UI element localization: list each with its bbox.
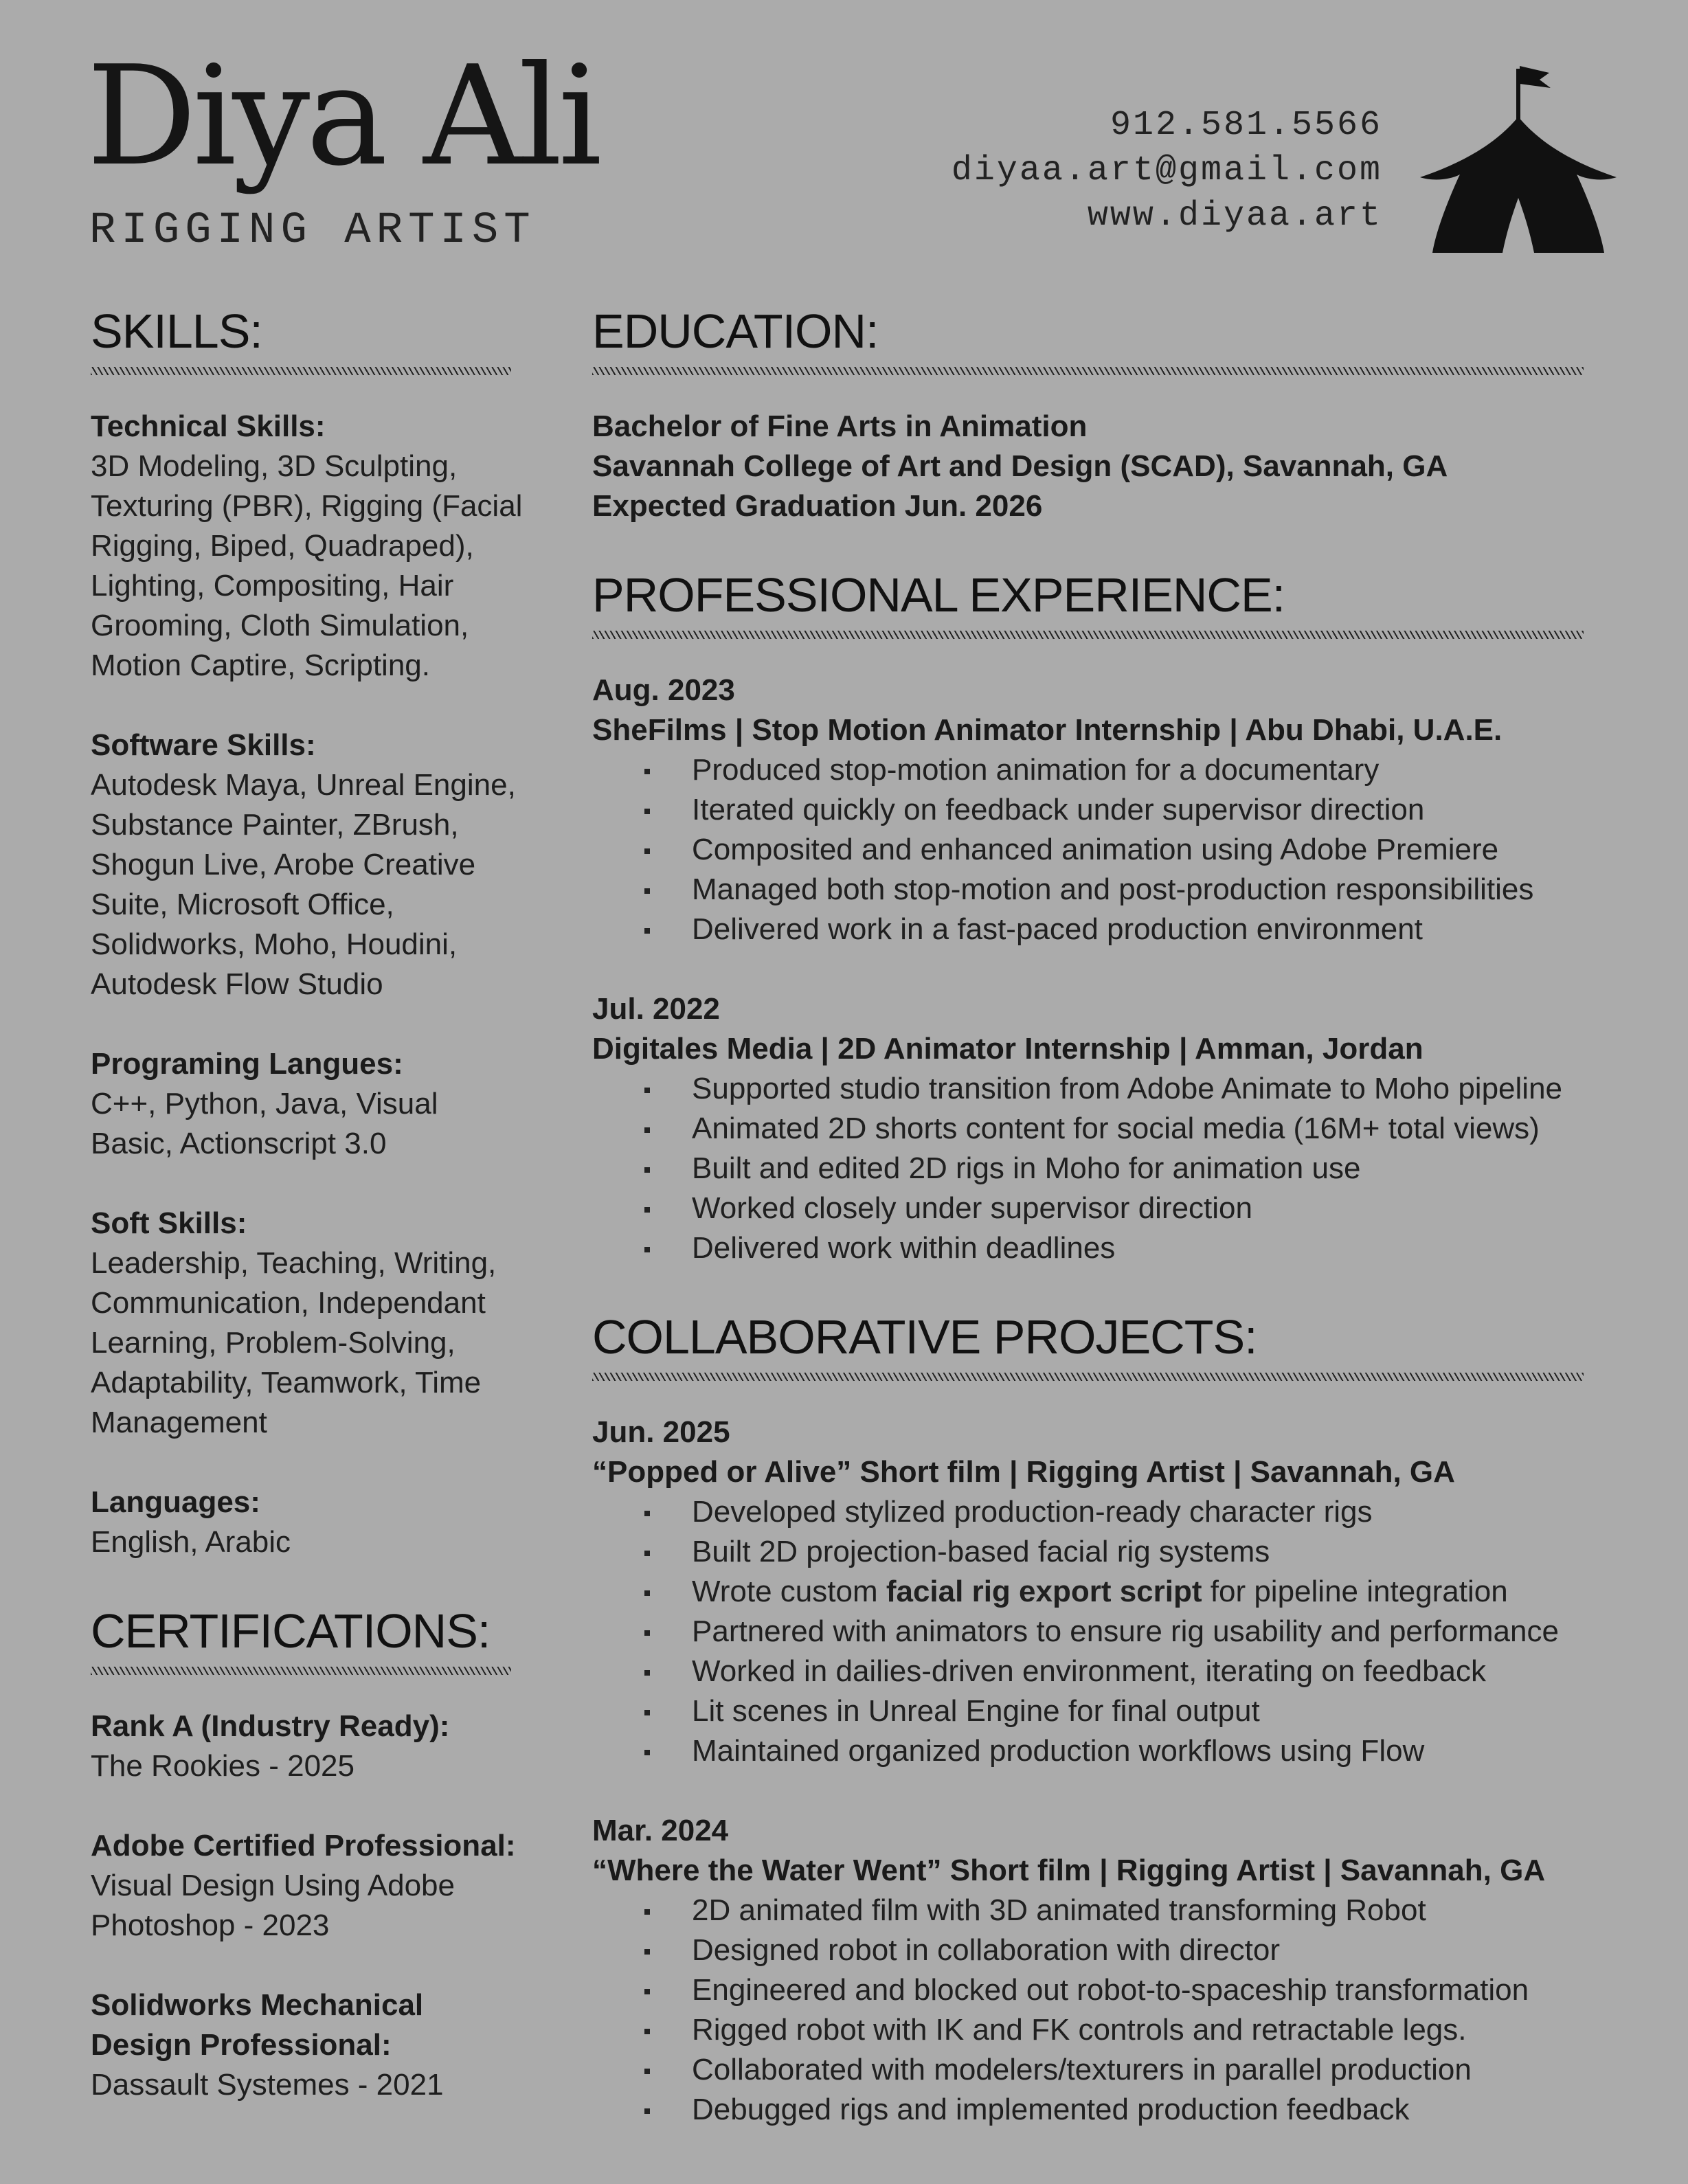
certification-issuer: The Rookies - 2025 — [91, 1749, 355, 1783]
skill-group — [91, 1483, 524, 1562]
skill-group-title: Soft Skills: — [91, 1206, 247, 1240]
bullet-item: 2D animated film with 3D animated transforming Robot — [592, 1891, 1595, 1930]
bullet-item: Composited and enhanced animation using Adobe Premiere — [592, 830, 1595, 870]
skill-group-text: Autodesk Maya, Unreal Engine, Substance Painter, ZBrush, Shogun Live, Arobe Creative Suite, Microsoft Office, Solidworks, Moho, Houdini, Autodesk Flow Studio — [91, 768, 516, 1001]
bullet-list — [592, 1492, 1595, 1771]
education-heading: EDUCATION: — [592, 304, 879, 358]
bullet-item: Delivered work in a fast-paced production environment — [592, 910, 1595, 949]
projects-section — [592, 1308, 1595, 2130]
bullet-item: Animated 2D shorts content for social media (16M+ total views) — [592, 1109, 1595, 1149]
degree: Bachelor of Fine Arts in Animation — [592, 409, 1088, 443]
circus-tent-icon — [1419, 60, 1618, 254]
bullet-list — [592, 1891, 1595, 2130]
bullet-emphasis: facial rig export script — [886, 1575, 1202, 1608]
bullet-item: Supported studio transition from Adobe Animate to Moho pipeline — [592, 1069, 1595, 1109]
project-entry — [592, 1811, 1595, 2130]
certification-title: Adobe Certified Professional: — [91, 1829, 516, 1862]
experience-entry — [592, 989, 1595, 1268]
job-title: RIGGING ARTIST — [89, 206, 536, 256]
skills-heading: SKILLS: — [91, 304, 262, 358]
right-column — [592, 302, 1595, 2170]
certification-item — [91, 1826, 524, 1946]
name-heading: Diya Ali — [87, 36, 598, 196]
certification-item — [91, 1707, 524, 1786]
skill-group-title: Software Skills: — [91, 728, 316, 762]
bullet-item: Developed stylized production-ready character rigs — [592, 1492, 1595, 1532]
bullet-item: Worked in dailies-driven environment, iterating on feedback — [592, 1652, 1595, 1691]
bullet-item: Produced stop-motion animation for a documentary — [592, 750, 1595, 790]
website-link[interactable]: www.diyaa.art — [1087, 196, 1382, 236]
certification-issuer: Dassault Systemes - 2021 — [91, 2068, 444, 2102]
school: Savannah College of Art and Design (SCAD), Savannah, GA — [592, 449, 1448, 483]
bullet-item: Rigged robot with IK and FK controls and retractable legs. — [592, 2010, 1595, 2050]
bullet-item: Partnered with animators to ensure rig usability and performance — [592, 1612, 1595, 1652]
experience-section — [592, 566, 1595, 1268]
bullet-item: Managed both stop-motion and post-production responsibilities — [592, 870, 1595, 910]
skill-group-text: Leadership, Teaching, Writing, Communication, Independant Learning, Problem-Solving, Adaptability, Teamwork, Time Management — [91, 1246, 497, 1439]
email-address[interactable]: diyaa.art@gmail.com — [951, 151, 1382, 190]
entry-date: Jul. 2022 — [592, 992, 720, 1026]
section-divider — [592, 631, 1584, 639]
bullet-text: for pipeline integration — [1202, 1575, 1508, 1608]
projects-list — [592, 1412, 1595, 2130]
project-entry — [592, 1412, 1595, 1771]
certifications-list — [91, 1707, 524, 2105]
section-divider — [91, 367, 511, 375]
certification-title: Solidworks Mechanical Design Professional: — [91, 1988, 424, 2062]
entry-title: SheFilms | Stop Motion Animator Internship | Abu Dhabi, U.A.E. — [592, 713, 1503, 747]
experience-list — [592, 671, 1595, 1268]
bullet-item: Delivered work within deadlines — [592, 1228, 1595, 1268]
certification-title: Rank A (Industry Ready): — [91, 1709, 450, 1743]
bullet-item: Built and edited 2D rigs in Moho for animation use — [592, 1149, 1595, 1189]
bullet-item: Maintained organized production workflows using Flow — [592, 1731, 1595, 1771]
skill-group-text: 3D Modeling, 3D Sculpting, Texturing (PBR), Rigging (Facial Rigging, Biped, Quadraped), Lighting, Compositing, Hair Grooming, Cloth Simulation, Motion Captire, Scripting. — [91, 449, 523, 682]
skills-list — [91, 407, 524, 1562]
left-column — [91, 302, 524, 2145]
entry-title: Digitales Media | 2D Animator Internship | Amman, Jordan — [592, 1032, 1423, 1066]
entry-title: “Popped or Alive” Short film | Rigging Artist | Savannah, GA — [592, 1455, 1455, 1489]
bullet-item — [592, 1572, 1595, 1612]
certifications-heading: CERTIFICATIONS: — [91, 1604, 491, 1658]
bullet-item: Designed robot in collaboration with director — [592, 1930, 1595, 1970]
skill-group — [91, 1204, 524, 1443]
bullet-list — [592, 750, 1595, 949]
bullet-item: Engineered and blocked out robot-to-spaceship transformation — [592, 1970, 1595, 2010]
section-divider — [91, 1667, 511, 1675]
bullet-item: Debugged rigs and implemented production feedback — [592, 2090, 1595, 2130]
skill-group — [91, 1044, 524, 1164]
entry-title: “Where the Water Went” Short film | Rigging Artist | Savannah, GA — [592, 1854, 1546, 1887]
skills-section — [91, 302, 524, 1562]
graduation-date: Expected Graduation Jun. 2026 — [592, 489, 1043, 523]
bullet-text: Wrote custom — [692, 1575, 886, 1608]
skill-group-title: Technical Skills: — [91, 409, 326, 443]
contact-block — [952, 103, 1382, 239]
bullet-item: Lit scenes in Unreal Engine for final output — [592, 1691, 1595, 1731]
bullet-item: Built 2D projection-based facial rig systems — [592, 1532, 1595, 1572]
entry-date: Mar. 2024 — [592, 1814, 729, 1847]
bullet-item: Worked closely under supervisor direction — [592, 1189, 1595, 1228]
experience-entry — [592, 671, 1595, 949]
skill-group — [91, 725, 524, 1004]
skill-group-title: Languages: — [91, 1485, 260, 1519]
projects-heading: COLLABORATIVE PROJECTS: — [592, 1310, 1257, 1364]
certifications-section — [91, 1602, 524, 2105]
skill-group-title: Programing Langues: — [91, 1047, 403, 1081]
entry-date: Jun. 2025 — [592, 1415, 730, 1449]
certification-issuer: Visual Design Using Adobe Photoshop - 2023 — [91, 1869, 455, 1942]
certification-item — [91, 1985, 524, 2105]
skill-group-text: English, Arabic — [91, 1525, 291, 1559]
bullet-list — [592, 1069, 1595, 1268]
bullet-item: Collaborated with modelers/texturers in parallel production — [592, 2050, 1595, 2090]
section-divider — [592, 367, 1584, 375]
skill-group — [91, 407, 524, 686]
entry-date: Aug. 2023 — [592, 673, 735, 707]
phone-number: 912.581.5566 — [1110, 106, 1382, 145]
education-section — [592, 302, 1595, 526]
bullet-item: Iterated quickly on feedback under supervisor direction — [592, 790, 1595, 830]
skill-group-text: C++, Python, Java, Visual Basic, Actionscript 3.0 — [91, 1087, 438, 1160]
section-divider — [592, 1373, 1584, 1381]
experience-heading: PROFESSIONAL EXPERIENCE: — [592, 568, 1285, 622]
